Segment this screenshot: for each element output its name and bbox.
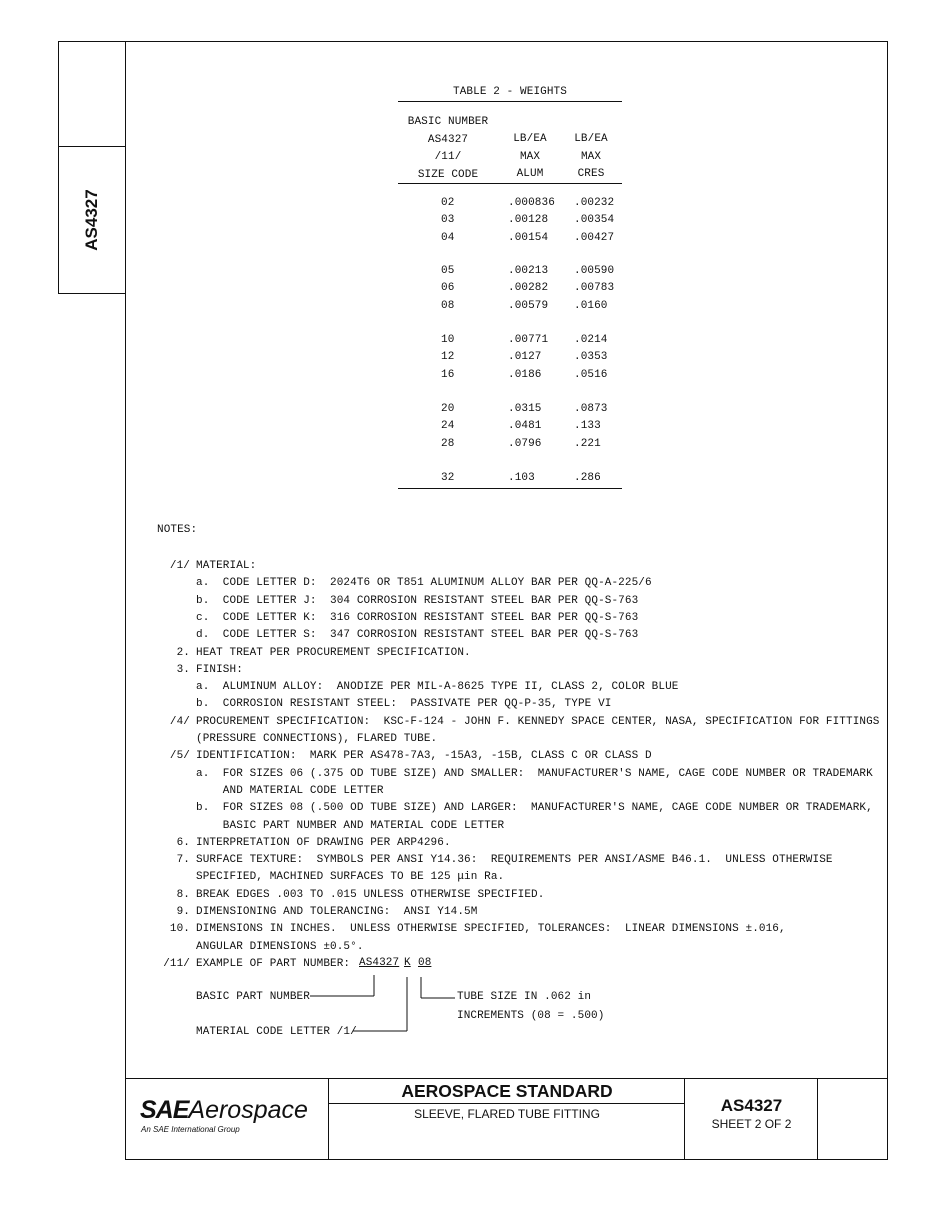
table-cell: .00783 <box>574 282 615 295</box>
note-text: ANGULAR DIMENSIONS ±0.5°. <box>196 940 364 953</box>
table-cell: .00282 <box>508 282 549 295</box>
table-cell: .00427 <box>574 231 615 244</box>
note-text: HEAT TREAT PER PROCUREMENT SPECIFICATION. <box>196 646 471 659</box>
logo-subtitle: An SAE International Group <box>141 1125 240 1134</box>
note-text: BASIC PART NUMBER AND MATERIAL CODE LETTER <box>196 819 505 832</box>
table-cell: 06 <box>441 282 455 295</box>
note-text: EXAMPLE OF PART NUMBER: <box>196 957 351 970</box>
note-text: DIMENSIONING AND TOLERANCING: ANSI Y14.5M <box>196 906 478 918</box>
example-basic-number: AS4327 <box>359 957 400 969</box>
table-cell: 32 <box>441 472 455 484</box>
note-text: SPECIFIED, MACHINED SURFACES TO BE 125 μin Ra. <box>196 871 505 884</box>
note-number: 7. <box>176 854 190 867</box>
note-number: /5/ <box>169 750 190 763</box>
table-cell: .00128 <box>508 214 549 227</box>
table-cell: .0214 <box>574 334 608 346</box>
table-cell: 08 <box>441 299 455 312</box>
note-text: a. CODE LETTER D: 2024T6 OR T851 ALUMINUM ALLOY BAR PER QQ-A-225/6 <box>196 577 652 590</box>
table-cell: 02 <box>441 197 455 209</box>
table-cell: .00590 <box>574 265 615 277</box>
table-cell: .103 <box>508 472 535 484</box>
note-text: b. FOR SIZES 08 (.500 OD TUBE SIZE) AND LARGER: MANUFACTURER'S NAME, CAGE CODE NUMBER OR TRADEMARK, <box>196 802 873 815</box>
title-block-divider <box>328 1103 685 1104</box>
header-line: ALUM <box>516 168 544 180</box>
note-number: /11/ <box>163 957 190 970</box>
sae-aerospace-logo <box>140 1096 308 1125</box>
note-text: d. CODE LETTER S: 347 CORROSION RESISTANT STEEL BAR PER QQ-S-763 <box>196 629 639 642</box>
note-text: MATERIAL: <box>196 560 257 572</box>
logo-sae-text: SAE <box>140 1096 189 1124</box>
table-cell: .00579 <box>508 299 549 312</box>
table-cell: .0873 <box>574 403 608 415</box>
document-number: AS4327 <box>720 1096 783 1115</box>
note-text: a. ALUMINUM ALLOY: ANODIZE PER MIL-A-8625 TYPE II, CLASS 2, COLOR BLUE <box>196 681 679 694</box>
note-text: FINISH: <box>196 663 243 676</box>
table-cell: .00232 <box>574 197 615 209</box>
note-text: b. CODE LETTER J: 304 CORROSION RESISTANT STEEL BAR PER QQ-S-763 <box>196 594 639 607</box>
example-size-code: 08 <box>418 957 432 969</box>
note-text: PROCUREMENT SPECIFICATION: KSC-F-124 - JOHN F. KENNEDY SPACE CENTER, NASA, SPECIFICATION FOR FITTINGS <box>196 715 880 728</box>
header-line: /11/ <box>434 151 462 163</box>
note-text: AND MATERIAL CODE LETTER <box>196 784 384 797</box>
header-line: BASIC NUMBER <box>407 116 489 128</box>
note-text: a. FOR SIZES 06 (.375 OD TUBE SIZE) AND SMALLER: MANUFACTURER'S NAME, CAGE CODE NUMBER OR TRADEMARK <box>196 767 873 780</box>
note-text: DIMENSIONS IN INCHES. UNLESS OTHERWISE SPECIFIED, TOLERANCES: LINEAR DIMENSIONS ±.016, <box>196 923 786 936</box>
table-cell: .0353 <box>574 351 608 364</box>
table-cell: .0315 <box>508 403 542 415</box>
note-number: /1/ <box>169 560 190 572</box>
table-cell: 04 <box>441 231 455 244</box>
note-text: INTERPRETATION OF DRAWING PER ARP4296. <box>196 836 451 849</box>
table-cell: .00154 <box>508 231 549 244</box>
table-cell: .0796 <box>508 437 542 450</box>
side-doc-label: AS4327 <box>82 189 101 251</box>
table-cell: .0160 <box>574 299 608 312</box>
table-cell: .221 <box>574 437 601 450</box>
note-text: b. CORROSION RESISTANT STEEL: PASSIVATE PER QQ-P-35, TYPE VI <box>196 698 612 711</box>
table-cell: 12 <box>441 351 455 364</box>
table-cell: .00771 <box>508 334 549 346</box>
table-cell: 05 <box>441 265 455 277</box>
example-tube-label-1: TUBE SIZE IN .062 in <box>457 991 592 1003</box>
table-cell: 10 <box>441 334 455 346</box>
table-cell: 24 <box>441 420 455 433</box>
note-number: 10. <box>169 923 190 936</box>
table-cell: .286 <box>574 472 601 484</box>
header-line: LB/EA <box>574 133 608 145</box>
example-tube-label-2: INCREMENTS (08 = .500) <box>457 1010 605 1022</box>
note-number: 9. <box>176 906 190 918</box>
note-text: BREAK EDGES .003 TO .015 UNLESS OTHERWISE SPECIFIED. <box>196 888 545 901</box>
example-material-letter: K <box>404 957 411 969</box>
table-cell: 28 <box>441 437 455 450</box>
title-block-divider <box>817 1078 818 1160</box>
note-number: /4/ <box>169 715 190 728</box>
header-line: LB/EA <box>513 133 547 145</box>
note-text: (PRESSURE CONNECTIONS), FLARED TUBE. <box>196 733 438 745</box>
header-line: SIZE CODE <box>417 168 479 181</box>
example-basic-label: BASIC PART NUMBER <box>196 991 310 1003</box>
note-number: 2. <box>176 646 190 659</box>
table-cell: .0516 <box>574 368 608 381</box>
table-cell: .133 <box>574 420 601 433</box>
logo-aerospace-text: Aerospace <box>188 1096 308 1124</box>
document-subtitle: SLEEVE, FLARED TUBE FITTING <box>414 1107 600 1121</box>
notes-heading: NOTES: <box>157 524 198 536</box>
header-line: CRES <box>577 168 605 180</box>
note-number: 6. <box>176 836 190 849</box>
table-cell: 03 <box>441 214 455 227</box>
table-cell: .0481 <box>508 420 542 433</box>
note-text: c. CODE LETTER K: 316 CORROSION RESISTANT STEEL BAR PER QQ-S-763 <box>196 611 639 624</box>
example-material-label: MATERIAL CODE LETTER /1/ <box>196 1026 357 1038</box>
header-line: AS4327 <box>427 133 469 146</box>
table-cell: 20 <box>441 403 455 415</box>
header-line: MAX <box>580 150 602 163</box>
table-cell: .00213 <box>508 265 549 277</box>
note-number: 3. <box>176 663 190 676</box>
note-number: 8. <box>176 888 190 901</box>
document-title: AEROSPACE STANDARD <box>401 1081 613 1101</box>
table-cell: .0127 <box>508 351 542 364</box>
table-title: TABLE 2 - WEIGHTS <box>453 86 567 98</box>
table-cell: .000836 <box>508 197 555 209</box>
header-line: MAX <box>519 150 541 163</box>
table-cell: .0186 <box>508 368 542 381</box>
table-cell: 16 <box>441 368 455 381</box>
table-cell: .00354 <box>574 214 615 227</box>
sheet-number: SHEET 2 OF 2 <box>711 1117 792 1131</box>
note-text: SURFACE TEXTURE: SYMBOLS PER ANSI Y14.36: REQUIREMENTS PER ANSI/ASME B46.1. UNLESS OTHERWISE <box>196 854 833 867</box>
note-text: IDENTIFICATION: MARK PER AS478-7A3, -15A3, -15B, CLASS C OR CLASS D <box>196 750 652 763</box>
